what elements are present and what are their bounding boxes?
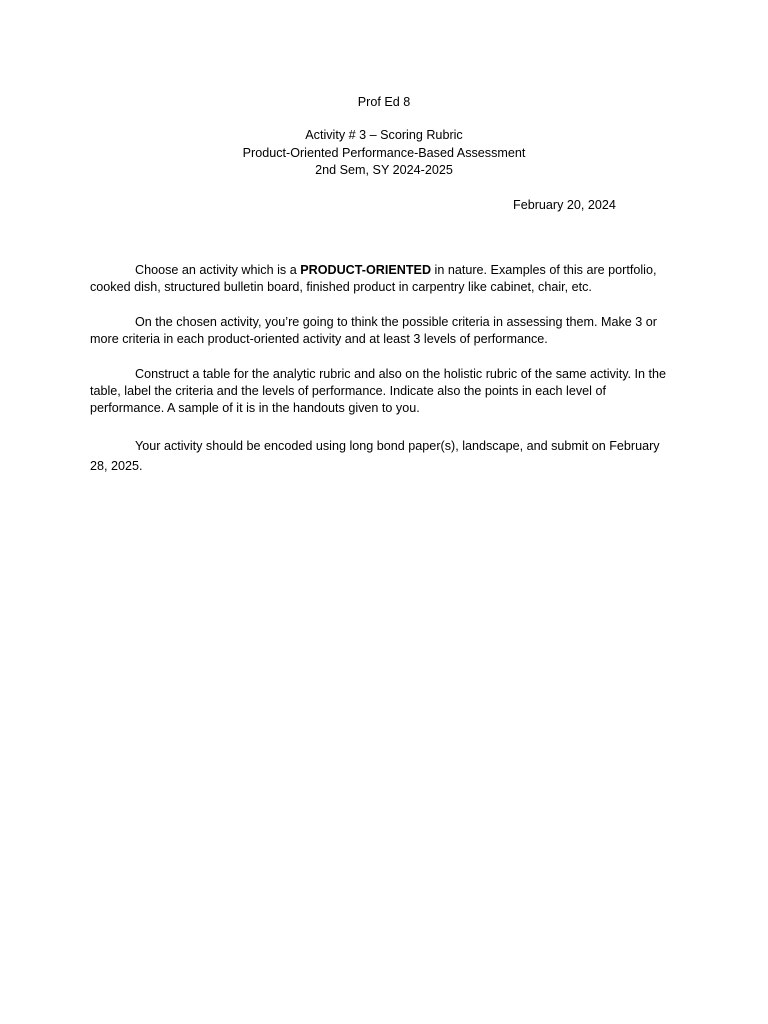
paragraph-construct-table: Construct a table for the analytic rubric and also on the holistic rubric of the same activity. In the table, label the criteria and the levels of performance. Indicate also the points in each level of performance. A sample of it is in the handouts given to you. bbox=[90, 367, 667, 415]
paragraph-criteria: On the chosen activity, you’re going to think the possible criteria in assessing them. Make 3 or more criteria in each product-oriented activity and at least 3 levels of performance. bbox=[90, 315, 657, 346]
course-title: Prof Ed 8 bbox=[357, 95, 411, 109]
paragraph-choose-activity bbox=[90, 262, 670, 296]
semester-line: 2nd Sem, SY 2024-2025 bbox=[315, 163, 453, 177]
paragraph-1-text-end: in nature. Examples of this are portfolio, cooked dish, structured bulletin board, finished product in carpentry like cabinet, chair, etc. bbox=[90, 263, 657, 294]
assessment-subtitle: Product-Oriented Performance-Based Assessment bbox=[242, 146, 526, 160]
product-oriented-emphasis: PRODUCT-ORIENTED bbox=[300, 263, 432, 277]
activity-title: Activity # 3 – Scoring Rubric bbox=[305, 128, 463, 142]
paragraph-submission: Your activity should be encoded using long bond paper(s), landscape, and submit on February 28, 2025. bbox=[90, 439, 660, 473]
paragraph-1-text-start: Choose an activity which is a bbox=[135, 263, 301, 277]
document-date: February 20, 2024 bbox=[513, 198, 616, 212]
